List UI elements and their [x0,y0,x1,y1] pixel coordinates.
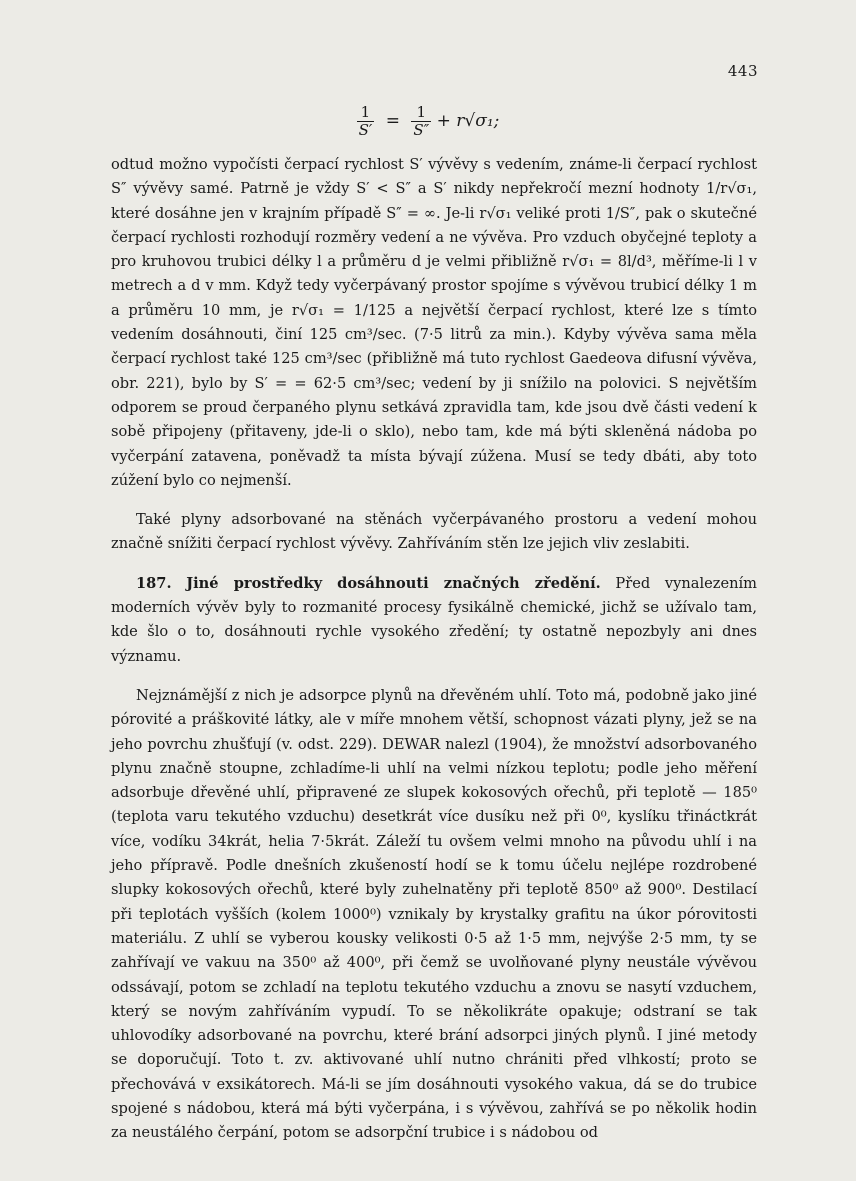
paragraph-adsorbed-gases: Také plyny adsorbované na stěnách vyčerpávaného prostoru a vedení mohou značně snížiti čerpací rychlost vývěvy. Zahříváním stěn lze jejich vliv zeslabiti. [111,511,757,553]
fraction-left-numerator: 1 [357,104,375,122]
fraction-left-denominator: S′ [358,121,373,139]
fraction-left [357,104,375,139]
fraction-right-numerator: 1 [411,104,431,122]
plus-term: + r√σ₁; [436,111,500,131]
section-number: 187. [136,574,172,592]
body-text [111,153,757,1146]
equation [0,104,856,139]
section-title: Jiné prostředky dosáhnouti značných zředění. [186,574,601,592]
paragraph-charcoal-adsorption: Nejznámější z nich je adsorpce plynů na dřevěném uhlí. Toto má, podobně jako jiné pórovité a práškovité látky, ale v míře mnohem větší, schopnost vázati plyny, jež se na jeho povrchu zhušťují (v. odst. 229). DEWAR nalezl (1904), že množství adsorbovaného plynu značně stoupne, zchladíme-li uhlí na velmi nízkou teplotu; podle jeho měření adsorbuje dřevěné uhlí, připravené ze slupek kokosových ořechů, při teplotě — 185⁰ (teplota varu tekutého vzduchu) desetkrát více dusíku než při 0⁰, kyslíku třináctkrát více, vodíku 34krát, helia 7·5krát. Záleží tu ovšem velmi mnoho na původu uhlí i na jeho přípravě. Podle dnešních zkušeností hodí se k tomu účelu nejlépe rozdrobené slupky kokosových ořechů, které byly zuhelnatěny při teplotě 850⁰ až 900⁰. Destilací při teplotách vyšších (kolem 1000⁰) vznikaly by krystalky grafitu na úkor pórovitosti materiálu. Z uhlí se vyberou kousky velikosti 0·5 až 1·5 mm, nejvýše 2·5 mm, ty se zahřívají ve vakuu na 350⁰ až 400⁰, při čemž se uvolňované plyny neustále vývěvou odssávají, potom se zchladí na teplotu tekutého vzduchu a znovu se nasytí vzduchem, který se novým zahříváním vypudí. To se několikráte opakuje; odstraní se tak uhlovodíky adsorbované na povrchu, které brání adsorpci jiných plynů. I jiné metody se doporučují. Toto t. zv. aktivované uhlí nutno chrániti před vlhkostí; proto se přechovává v exsikátorech. Má-li se jím dosáhnouti vysokého vakua, dá se do trubice spojené s nádobou, která má býti vyčerpána, i s vývěvou, zahřívá se po několik hodin za neustálého čerpání, potom se adsorpční trubice i s nádobou od [111,686,757,1142]
section-187 [111,572,757,669]
equals-sign: = [385,111,400,131]
section-intro: Před vynalezením moderních vývěv byly to rozmanité procesy fysikálně chemické, jichž se užívalo tam, kde šlo o to, dosáhnouti rychle vysokého zředění; ty ostatně nepozbyly ani dnes významu. [111,574,757,665]
fraction-right [411,104,431,139]
page-number: 443 [727,62,758,80]
paragraph-pumping-speed: odtud možno vypočísti čerpací rychlost S′ vývěvy s vedením, známe-li čerpací rychlost S″ vývěvy samé. Patrně je vždy S′ < S″ a S′ nikdy nepřekročí mezní hodnoty 1/r√σ₁, které dosáhne jen v krajním případě S″ = ∞. Je-li r√σ₁ veliké proti 1/S″, pak o skutečné čerpací rychlosti rozhodují rozměry vedení a ne vývěva. Pro vzduch obyčejné teploty a pro kruhovou trubici délky l a průměru d je velmi přibližně r√σ₁ = 8l/d³, měříme-li l v metrech a d v mm. Když tedy vyčerpávaný prostor spojíme s vývěvou trubicí délky 1 m a průměru 10 mm, je r√σ₁ = 1/125 a největší čerpací rychlost, které lze s tímto vedením dosáhnouti, činí 125 cm³/sec. (7·5 litrů za min.). Kdyby vývěva sama měla čerpací rychlost také 125 cm³/sec (přibližně má tuto rychlost Gaedeova difusní vývěva, obr. 221), bylo by S′ = = 62·5 cm³/sec; vedení by ji snížilo na polovici. S největším odporem se proud čerpaného plynu setkává zpravidla tam, kde jsou dvě části vedení k sobě připojeny (přitaveny, jde-li o sklo), nebo tam, kde má býti skleněná nádoba po vyčerpání zatavena, poněvadž ta místa bývají zúžena. Musí se tedy dbáti, aby toto zúžení bylo co nejmenší. [111,156,757,489]
fraction-right-denominator: S″ [413,121,430,139]
